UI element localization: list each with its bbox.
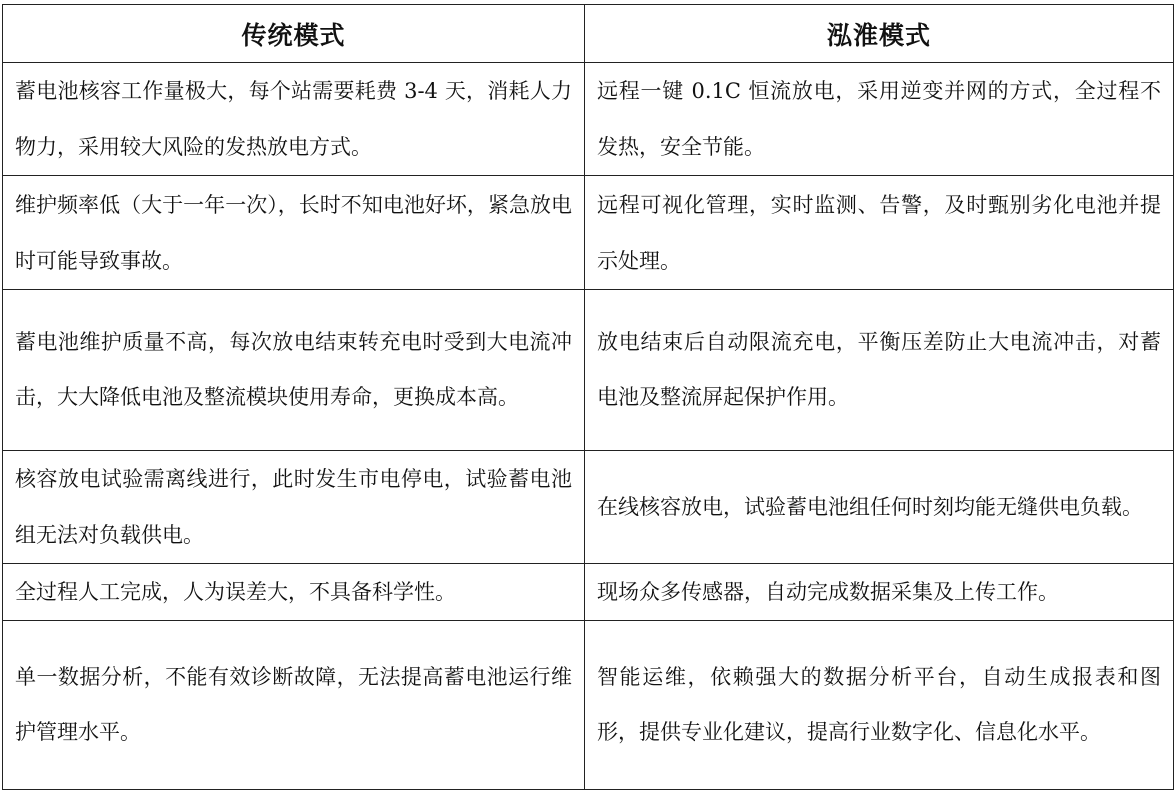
header-row — [3, 5, 1174, 63]
honghuai-cell: 现场众多传感器，自动完成数据采集及上传工作。 — [585, 564, 1174, 621]
traditional-cell: 维护频率低（大于一年一次），长时不知电池好坏，紧急放电时可能导致事故。 — [3, 176, 585, 290]
table-row — [3, 176, 1174, 290]
table-row — [3, 451, 1174, 564]
comparison-table — [2, 4, 1174, 790]
traditional-cell: 全过程人工完成，人为误差大，不具备科学性。 — [3, 564, 585, 621]
traditional-cell: 核容放电试验需离线进行，此时发生市电停电，试验蓄电池组无法对负载供电。 — [3, 451, 585, 564]
honghuai-cell: 远程可视化管理，实时监测、告警，及时甄别劣化电池并提示处理。 — [585, 176, 1174, 290]
honghuai-cell: 智能运维，依赖强大的数据分析平台，自动生成报表和图形，提供专业化建议，提高行业数字化、信息化水平。 — [585, 621, 1174, 790]
table-row — [3, 621, 1174, 790]
table-row — [3, 63, 1174, 176]
traditional-cell: 单一数据分析，不能有效诊断故障，无法提高蓄电池运行维护管理水平。 — [3, 621, 585, 790]
header-traditional-mode: 传统模式 — [3, 5, 585, 63]
header-honghuai-mode: 泓淮模式 — [585, 5, 1174, 63]
table-row — [3, 564, 1174, 621]
traditional-cell: 蓄电池维护质量不高，每次放电结束转充电时受到大电流冲击，大大降低电池及整流模块使用寿命，更换成本高。 — [3, 290, 585, 451]
table-header — [3, 5, 1174, 63]
honghuai-cell: 放电结束后自动限流充电，平衡压差防止大电流冲击，对蓄电池及整流屏起保护作用。 — [585, 290, 1174, 451]
table-body — [3, 63, 1174, 790]
honghuai-cell: 在线核容放电，试验蓄电池组任何时刻均能无缝供电负载。 — [585, 451, 1174, 564]
table-row — [3, 290, 1174, 451]
honghuai-cell: 远程一键 0.1C 恒流放电，采用逆变并网的方式，全过程不发热，安全节能。 — [585, 63, 1174, 176]
traditional-cell: 蓄电池核容工作量极大，每个站需要耗费 3-4 天，消耗人力物力，采用较大风险的发热放电方式。 — [3, 63, 585, 176]
